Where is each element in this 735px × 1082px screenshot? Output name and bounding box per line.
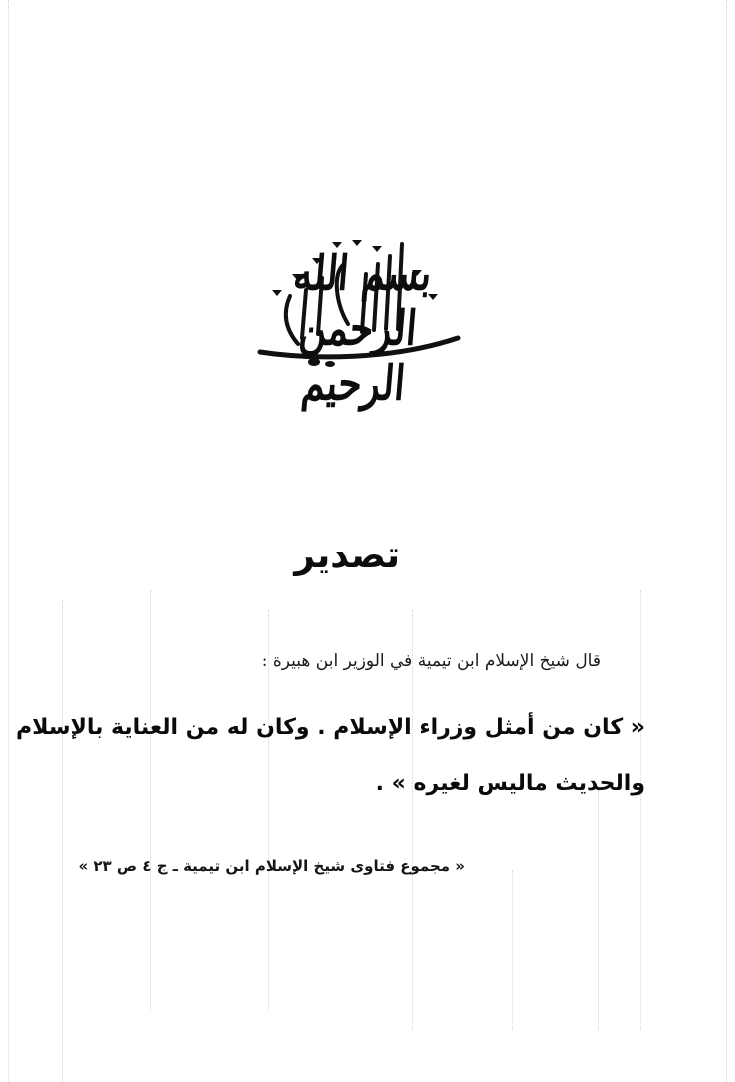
quotation (16, 700, 645, 812)
basmala-calligraphy (252, 234, 464, 411)
page-heading: تصدير (294, 535, 400, 576)
basmala-text: بسم الله الرحمن الرحيم (291, 244, 435, 411)
scan-guide-line (598, 790, 599, 1030)
scan-guide-line (726, 0, 727, 1082)
scan-guide-line (62, 600, 63, 1082)
scan-guide-line (512, 870, 513, 1030)
scan-guide-line (8, 0, 9, 1082)
quotation-line: « كان من أمثل وزراء الإسلام . وكان له من العناية بالإسلام (16, 715, 645, 740)
source-citation: « مجموع فتاوى شيخ الإسلام ابن تيمية ـ ج ٤ ص ٢٣ » (78, 857, 465, 875)
intro-text: قال شيخ الإسلام ابن تيمية في الوزير ابن هبيرة : (261, 651, 601, 671)
quotation-line: والحديث ماليس لغيره » . (375, 771, 645, 796)
